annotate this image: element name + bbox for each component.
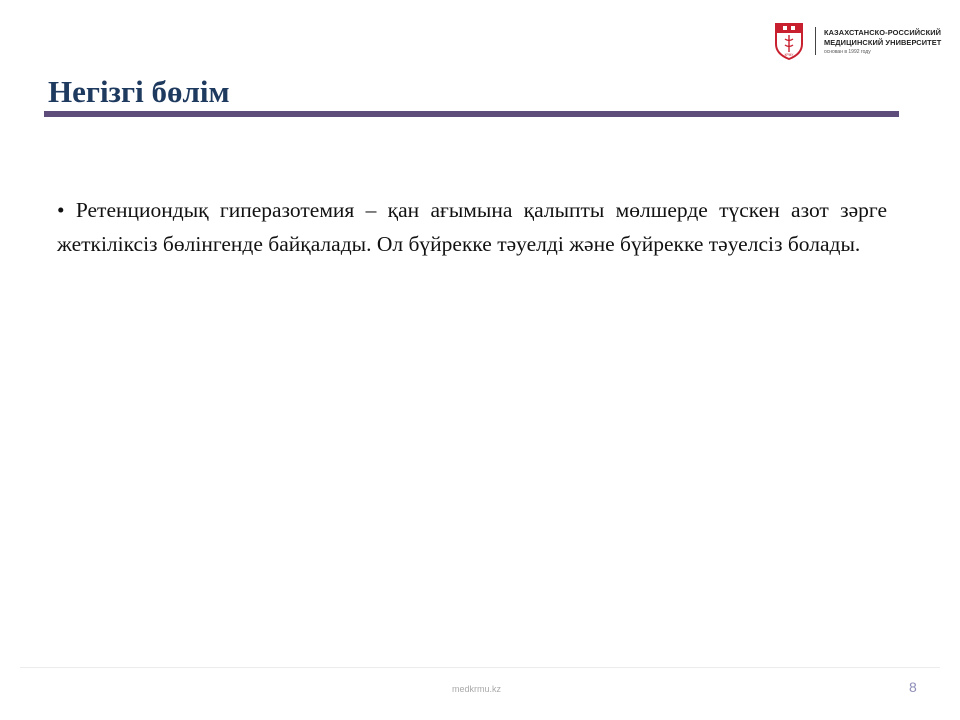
bullet-icon: • bbox=[57, 198, 76, 222]
logo-university-name-line2: МЕДИЦИНСКИЙ УНИВЕРСИТЕТ bbox=[824, 38, 942, 47]
university-logo bbox=[774, 22, 950, 62]
slide-title: Негізгі бөлім bbox=[48, 74, 230, 109]
shield-label: КРМУ bbox=[784, 53, 794, 57]
body-paragraph: Ретенциондық гиперазотемия – қан ағымына қалыпты мөлшерде түскен азот зәрге жеткіліксіз бөлінгенде байқалады. Ол бүйрекке тәуелді және бүйрекке тәуелсіз болады. bbox=[57, 198, 887, 256]
logo-divider bbox=[815, 27, 816, 55]
slide-body bbox=[57, 193, 887, 261]
title-underline bbox=[44, 111, 899, 117]
university-shield-icon bbox=[774, 22, 804, 60]
footer-website: medkrmu.kz bbox=[452, 684, 502, 694]
logo-university-name-line1: КАЗАХСТАНСКО-РОССИЙСКИЙ bbox=[824, 28, 942, 37]
logo-founded: основан в 1992 году bbox=[824, 49, 871, 55]
footer-divider bbox=[20, 667, 940, 668]
page-number: 8 bbox=[909, 679, 917, 695]
